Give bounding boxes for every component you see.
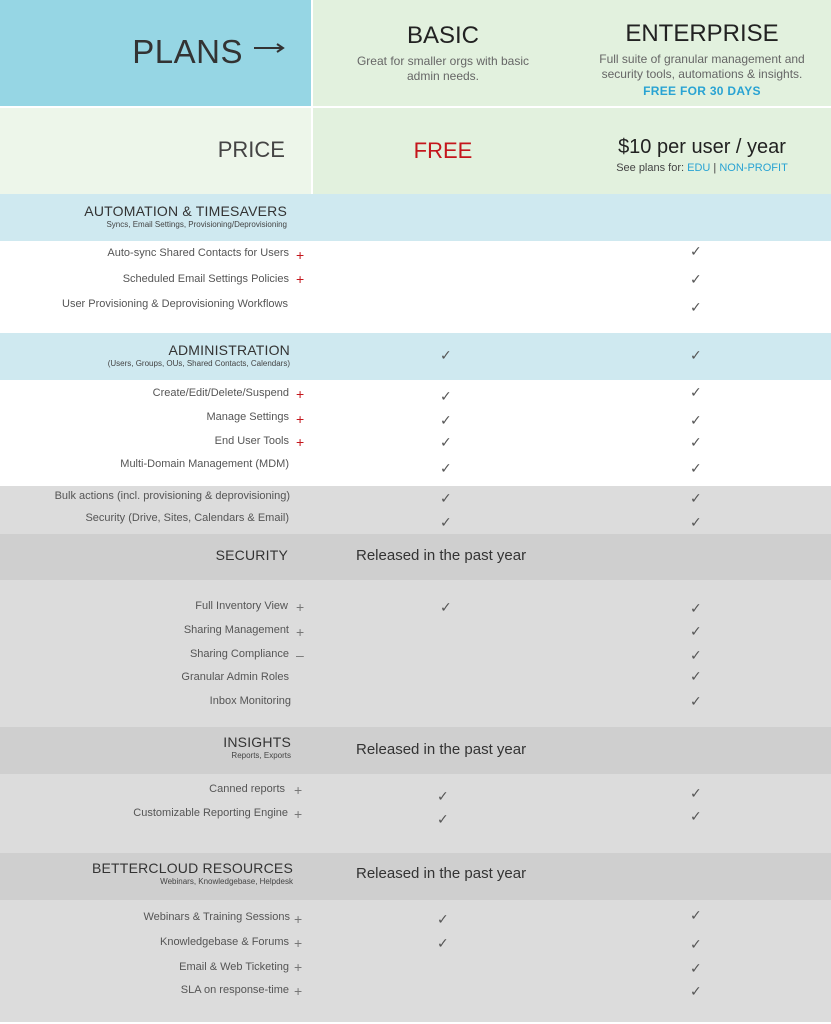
expand-plus-icon[interactable]: + xyxy=(294,959,303,975)
basic-check-icon: ✓ xyxy=(440,599,452,615)
expand-plus-icon[interactable]: + xyxy=(294,983,303,999)
administration-section-title: ADMINISTRATION xyxy=(168,342,290,358)
enterprise-check-icon: ✓ xyxy=(690,808,702,824)
enterprise-check-icon: ✓ xyxy=(690,936,702,952)
enterprise-check-icon: ✓ xyxy=(690,693,702,709)
enterprise-check-icon: ✓ xyxy=(690,960,702,976)
security-features-band xyxy=(0,580,831,727)
feature-full-inventory: Full Inventory View xyxy=(195,600,288,612)
basic-check-icon: ✓ xyxy=(437,911,449,927)
see-plans-prefix: See plans for: xyxy=(616,162,685,174)
enterprise-check-icon: ✓ xyxy=(690,384,702,400)
basic-plan-title: BASIC xyxy=(406,22,480,49)
automation-section-subtitle: Syncs, Email Settings, Provisioning/Deprovisioning xyxy=(106,220,287,229)
expand-plus-icon[interactable]: + xyxy=(294,935,303,951)
feature-sharing-compliance: Sharing Compliance xyxy=(189,648,289,660)
enterprise-check-icon: ✓ xyxy=(690,907,702,923)
resources-section-title: BETTERCLOUD RESOURCES xyxy=(91,860,293,876)
expand-plus-icon[interactable]: + xyxy=(296,271,305,287)
enterprise-check-icon: ✓ xyxy=(690,460,702,476)
basic-check-icon: ✓ xyxy=(440,460,452,476)
nonprofit-plan-link[interactable]: NON-PROFIT xyxy=(719,162,788,174)
insights-section-subtitle: Reports, Exports xyxy=(231,751,291,760)
basic-plan-description: Great for smaller orgs with basic admin needs. xyxy=(356,54,530,83)
security-section-title: SECURITY xyxy=(215,547,288,563)
feature-user-provisioning: User Provisioning & Deprovisioning Workflows xyxy=(62,298,288,310)
price-label: PRICE xyxy=(217,137,285,162)
insights-section-title-wrap xyxy=(223,734,291,760)
resources-released-note: Released in the past year xyxy=(356,865,527,882)
basic-plan-header xyxy=(313,0,573,106)
feature-canned-reports: Canned reports xyxy=(209,783,285,795)
expand-plus-icon[interactable]: + xyxy=(296,624,305,640)
feature-knowledgebase-forums: Knowledgebase & Forums xyxy=(159,936,289,948)
feature-email-web-ticketing: Email & Web Ticketing xyxy=(179,961,289,973)
enterprise-check-icon: ✓ xyxy=(690,600,702,616)
feature-sla-response: SLA on response-time xyxy=(180,984,289,996)
resources-features-band xyxy=(0,900,831,1022)
expand-plus-icon[interactable]: + xyxy=(296,386,305,402)
enterprise-price: $10 per user / year xyxy=(618,136,786,158)
plans-header-cell xyxy=(0,0,311,106)
feature-create-edit-delete: Create/Edit/Delete/Suspend xyxy=(152,387,289,399)
feature-webinars-training: Webinars & Training Sessions xyxy=(143,911,290,923)
security-section-header xyxy=(0,547,288,567)
administration-section-header xyxy=(0,342,290,376)
enterprise-check-icon: ✓ xyxy=(690,983,702,999)
feature-multi-domain: Multi-Domain Management (MDM) xyxy=(120,458,289,470)
expand-plus-icon[interactable]: + xyxy=(294,782,303,798)
basic-check-icon: ✓ xyxy=(437,788,449,804)
enterprise-check-icon: ✓ xyxy=(690,623,702,639)
basic-check-icon: ✓ xyxy=(437,935,449,951)
enterprise-check-icon: ✓ xyxy=(690,785,702,801)
arrow-right-icon xyxy=(253,42,287,54)
free-trial-link[interactable]: FREE FOR 30 DAYS xyxy=(643,84,761,98)
enterprise-price-cell xyxy=(573,108,831,194)
automation-section-title-wrap xyxy=(84,203,287,229)
enterprise-check-icon: ✓ xyxy=(690,668,702,684)
feature-manage-settings: Manage Settings xyxy=(206,411,289,423)
expand-plus-icon[interactable]: + xyxy=(296,411,305,427)
feature-end-user-tools: End User Tools xyxy=(214,435,289,447)
basic-check-icon: ✓ xyxy=(440,434,452,450)
security-released-note: Released in the past year xyxy=(356,547,527,564)
basic-check-icon: ✓ xyxy=(440,412,452,428)
feature-custom-reporting: Customizable Reporting Engine xyxy=(133,807,288,819)
feature-inbox-monitoring: Inbox Monitoring xyxy=(209,695,291,707)
enterprise-check-icon: ✓ xyxy=(690,434,702,450)
price-label-cell xyxy=(0,108,311,194)
expand-plus-icon[interactable]: + xyxy=(294,806,303,822)
expand-plus-icon[interactable]: + xyxy=(296,599,305,615)
insights-section-header xyxy=(0,734,291,768)
basic-check-icon: ✓ xyxy=(440,490,452,506)
enterprise-check-icon: ✓ xyxy=(690,347,702,363)
plans-title: PLANS xyxy=(132,33,243,70)
basic-check-icon: ✓ xyxy=(440,514,452,530)
enterprise-check-icon: ✓ xyxy=(690,412,702,428)
expand-plus-icon[interactable]: + xyxy=(294,911,303,927)
enterprise-plan-header xyxy=(573,0,831,106)
enterprise-check-icon: ✓ xyxy=(690,271,702,287)
insights-released-note: Released in the past year xyxy=(356,741,527,758)
resources-section-header xyxy=(0,860,293,894)
basic-price-cell xyxy=(313,108,573,194)
basic-check-icon: ✓ xyxy=(440,388,452,404)
enterprise-plan-description: Full suite of granular management and security tools, automations & insights. xyxy=(599,52,805,81)
feature-bulk-actions: Bulk actions (incl. provisioning & deprovisioning) xyxy=(54,490,290,502)
enterprise-check-icon: ✓ xyxy=(690,514,702,530)
enterprise-check-icon: ✓ xyxy=(690,299,702,315)
administration-section-title-wrap xyxy=(108,342,290,368)
feature-security-drive: Security (Drive, Sites, Calendars & Email) xyxy=(85,512,289,524)
basic-price: FREE xyxy=(413,138,473,163)
administration-section-subtitle: (Users, Groups, OUs, Shared Contacts, Calendars) xyxy=(107,359,290,368)
feature-granular-admin-roles: Granular Admin Roles xyxy=(181,671,289,683)
edu-plan-link[interactable]: EDU xyxy=(687,162,711,174)
enterprise-check-icon: ✓ xyxy=(690,647,702,663)
see-plans-line xyxy=(573,162,831,174)
feature-auto-sync-contacts: Auto-sync Shared Contacts for Users xyxy=(107,247,289,259)
feature-scheduled-email-policies: Scheduled Email Settings Policies xyxy=(122,273,289,285)
automation-section-title: AUTOMATION & TIMESAVERS xyxy=(84,203,287,219)
enterprise-check-icon: ✓ xyxy=(690,243,702,259)
basic-check-icon: ✓ xyxy=(440,347,452,363)
resources-section-subtitle: Webinars, Knowledgebase, Helpdesk xyxy=(160,877,293,886)
feature-sharing-management: Sharing Management xyxy=(183,624,289,636)
insights-features-band xyxy=(0,774,831,853)
see-plans-separator: | xyxy=(713,162,717,174)
resources-section-title-wrap xyxy=(92,860,293,886)
expand-plus-icon[interactable]: + xyxy=(296,434,305,450)
expand-plus-icon[interactable]: + xyxy=(296,247,305,263)
automation-section-header xyxy=(0,203,287,237)
collapse-minus-icon[interactable]: – xyxy=(296,647,304,663)
basic-check-icon: ✓ xyxy=(437,811,449,827)
enterprise-check-icon: ✓ xyxy=(690,490,702,506)
insights-section-title: INSIGHTS xyxy=(223,734,291,750)
enterprise-plan-title: ENTERPRISE xyxy=(625,20,779,47)
